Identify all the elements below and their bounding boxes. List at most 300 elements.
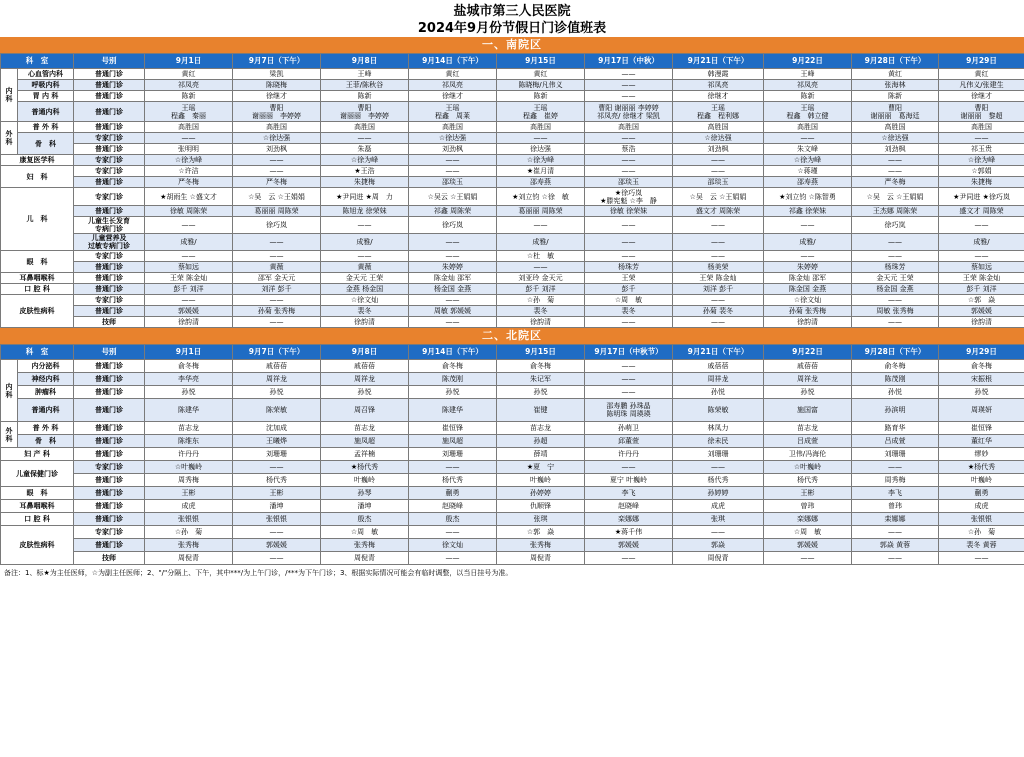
doctor-cell: 张银银 [145,513,233,526]
doctor-cell: ☆徐文灿 [321,295,409,306]
doctor-cell: 陈建华 [145,399,233,422]
doctor-cell: 李华亮 [145,373,233,386]
doctor-cell: 卫伟/冯海伦 [764,448,852,461]
doctor-cell: 郭焱 黄蓉 [852,539,939,552]
doctor-cell: ★蒋千伟 [585,526,673,539]
doctor-cell: 王峰 [321,69,409,80]
header-date: 9月28日（下午） [852,54,939,69]
department-cell: 耳鼻咽喉科 [1,273,74,284]
doctor-cell: 苗志龙 [321,422,409,435]
clinic-type-cell: 技师 [74,552,145,565]
doctor-cell: 金天元 王荣 [852,273,939,284]
doctor-cell: —— [233,251,321,262]
doctor-cell: 孙悦 [939,386,1024,399]
table-row [1,188,1024,206]
department-cell: 皮肤性病科 [1,526,74,565]
doctor-cell: —— [585,80,673,91]
doctor-cell: 吕成萱 [852,435,939,448]
doctor-cell: 刘亚玲 金天元 [497,273,585,284]
clinic-type-cell: 普通门诊 [74,69,145,80]
doctor-cell: 周秀梅 [852,474,939,487]
doctor-cell: —— [321,217,409,234]
doctor-cell: —— [673,295,764,306]
doctor-cell: 高胜国 [852,122,939,133]
doctor-cell: 潘坤 [321,500,409,513]
doctor-cell: ★刘立钧 ☆陈智勇 [764,188,852,206]
clinic-type-cell: 普通门诊 [74,122,145,133]
doctor-cell: 张银银 [233,513,321,526]
clinic-type-cell: 儿童生长发育 专病门诊 [74,217,145,234]
doctor-cell: 周倪青 [673,552,764,565]
doctor-cell: 陈茂刚 [852,373,939,386]
doctor-cell: —— [409,317,497,328]
doctor-cell: ☆郭 焱 [939,295,1024,306]
doctor-cell: ☆郭娟 [939,166,1024,177]
doctor-cell: 崔恒锋 [939,422,1024,435]
clinic-type-cell: 专家门诊 [74,166,145,177]
doctor-cell: —— [409,295,497,306]
subdepartment-cell: 普 外 科 [18,122,74,133]
doctor-cell: 周敏 张秀梅 [852,306,939,317]
doctor-cell: 周倪青 [321,552,409,565]
doctor-cell: —— [409,251,497,262]
clinic-type-cell: 普通门诊 [74,206,145,217]
doctor-cell: 刘珊珊 [233,448,321,461]
doctor-cell: 缪妙 [939,448,1024,461]
doctor-cell: 叶巍岭 [497,474,585,487]
doctor-cell: 邵军 金天元 [233,273,321,284]
subdepartment-cell: 骨 科 [18,435,74,448]
table-row [1,284,1024,295]
clinic-type-cell: 技师 [74,317,145,328]
doctor-cell: —— [764,217,852,234]
doctor-cell: —— [673,155,764,166]
clinic-type-cell: 普通门诊 [74,284,145,295]
doctor-cell: —— [233,317,321,328]
doctor-cell: 王菲/陈秋谷 [321,80,409,91]
doctor-cell: 栾娜娜 [852,513,939,526]
doctor-cell: 孙婷婷 [673,487,764,500]
doctor-cell: —— [321,133,409,144]
table-row [1,102,1024,122]
doctor-cell: 刘劲枫 [852,144,939,155]
doctor-cell: 朱婷婷 [764,262,852,273]
doctor-cell: 俞冬梅 [939,360,1024,373]
doctor-cell: ☆徐达强 [673,133,764,144]
doctor-cell: 刘洋 彭千 [233,284,321,295]
doctor-cell: 施凤超 [409,435,497,448]
doctor-cell: 韩漫霞 [673,69,764,80]
doctor-cell: 张琪 [673,513,764,526]
doctor-cell: 成虎 [673,500,764,513]
header-date: 9月14日（下午） [409,54,497,69]
doctor-cell: —— [939,133,1024,144]
doctor-cell: 朱文峰 [764,144,852,155]
department-cell: 儿 科 [1,188,74,251]
doctor-cell: 成雅/ [497,234,585,251]
header-date: 9月14日（下午） [409,345,497,360]
doctor-cell: —— [233,552,321,565]
doctor-cell: ☆徐为峰 [145,155,233,166]
doctor-cell: 徐巧岚 [409,217,497,234]
doctor-cell: 严冬梅 [852,177,939,188]
doctor-cell: 黄薇 [321,262,409,273]
doctor-cell: 成虎 [939,500,1024,513]
doctor-cell: 叶巍岭 [321,474,409,487]
header-date: 9月8日 [321,345,409,360]
doctor-cell: ★刘立钧 ☆徐 敏 [497,188,585,206]
doctor-cell: 黄红 [145,69,233,80]
doctor-cell: 杨代秀 [673,474,764,487]
doctor-cell: 刘洋 彭千 [673,284,764,295]
clinic-type-cell: 儿童营养及 过敏专病门诊 [74,234,145,251]
doctor-cell: ★夏 宁 [497,461,585,474]
subdepartment-cell: 内分泌科 [18,360,74,373]
doctor-cell: 杨美荣 [673,262,764,273]
doctor-cell: —— [497,262,585,273]
doctor-cell: 徐文灿 [409,539,497,552]
department-cell: 皮肤性病科 [1,295,74,328]
doctor-cell: —— [673,251,764,262]
doctor-cell: 蔡如远 [939,262,1024,273]
doctor-cell: 高胜国 [585,122,673,133]
doctor-cell: 杨珠芳 [852,262,939,273]
doctor-cell: 刘劲枫 [233,144,321,155]
doctor-cell: 许丹丹 [145,448,233,461]
clinic-type-cell: 普通门诊 [74,474,145,487]
doctor-cell: ☆徐为峰 [497,155,585,166]
doctor-cell: 刘劲枫 [673,144,764,155]
doctor-cell: 徐巧岚 [233,217,321,234]
doctor-cell: —— [585,373,673,386]
doctor-cell: 董红华 [939,435,1024,448]
doctor-cell: —— [585,91,673,102]
clinic-type-cell: 普通门诊 [74,386,145,399]
clinic-type-cell: 专家门诊 [74,461,145,474]
doctor-cell: 周倪青 [145,552,233,565]
clinic-type-cell: 普通门诊 [74,91,145,102]
doctor-cell: 朱记军 [497,373,585,386]
doctor-cell: 高胜国 [409,122,497,133]
table-row [1,422,1024,435]
department-cell: 妇 产 科 [1,448,74,461]
doctor-cell: 邵寿鹏 孙珠晶 陈明珠 周瑛瑛 [585,399,673,422]
header-type: 号别 [74,54,145,69]
table-row [1,273,1024,284]
doctor-cell: 蒯勇 [939,487,1024,500]
doctor-cell: 张秀梅 [497,539,585,552]
doctor-cell: 朱捷梅 [939,177,1024,188]
header-date: 9月7日（下午） [233,345,321,360]
doctor-cell: ☆徐为峰 [764,155,852,166]
doctor-cell: 祁凤亮 [673,80,764,91]
doctor-cell: 栾娜娜 [764,513,852,526]
doctor-cell: 路育华 [852,422,939,435]
doctor-cell: ☆蒋瑾 [764,166,852,177]
doctor-cell: 郭媛媛 [585,539,673,552]
doctor-cell: 周召锋 [321,399,409,422]
doctor-cell: 陈晓梅 [233,80,321,91]
doctor-cell: 徐敏 周陈荣 [145,206,233,217]
doctor-cell: 陈荣敏 [673,399,764,422]
doctor-cell: 陈新 [852,91,939,102]
doctor-cell: 徐巧岚 [852,217,939,234]
doctor-cell: 裴冬 [497,306,585,317]
header-date: 9月21日（下午） [673,345,764,360]
clinic-type-cell: 普通门诊 [74,306,145,317]
doctor-cell: 孙婷婷 [497,487,585,500]
doctor-cell: 成雅/ [321,234,409,251]
doctor-cell: 王曦烨 [233,435,321,448]
doctor-cell: —— [409,155,497,166]
doctor-cell: 仇顺锋 [497,500,585,513]
doctor-cell: 徐继才 [409,91,497,102]
doctor-cell: 徐继才 [673,91,764,102]
table-row [1,144,1024,155]
doctor-cell: ☆徐为峰 [939,155,1024,166]
doctor-cell: 戚蓓蓓 [233,360,321,373]
doctor-cell: ☆周 敏 [764,526,852,539]
table-row [1,474,1024,487]
doctor-cell: 陈新 [321,91,409,102]
clinic-type-cell: 专家门诊 [74,188,145,206]
doctor-cell: ★尹同进 ★周 力 [321,188,409,206]
doctor-cell: 孙悦 [233,386,321,399]
header-date: 9月17日（中秋节） [585,345,673,360]
doctor-cell: 葛丽丽 周陈荣 [233,206,321,217]
doctor-cell: —— [764,552,852,565]
department-cell: 外 科 [1,122,18,155]
doctor-cell: 孙悦 [852,386,939,399]
doctor-cell: ☆孙 菊 [497,295,585,306]
doctor-cell: 陈新 [145,91,233,102]
schedule-title: 2024年9月份节假日门诊值班表 [417,21,607,36]
doctor-cell: 高胜国 [321,122,409,133]
header-date: 9月7日（下午） [233,54,321,69]
doctor-cell: 王瑶 程鑫 程利娜 [673,102,764,122]
clinic-type-cell: 普通门诊 [74,80,145,91]
doctor-cell: 徐继才 [939,91,1024,102]
doctor-cell: ☆叶巍岭 [764,461,852,474]
doctor-cell: 严冬梅 [145,177,233,188]
doctor-cell: 邱董萱 [585,435,673,448]
doctor-cell: 孙滨明 [852,399,939,422]
doctor-cell: 苗志龙 [497,422,585,435]
doctor-cell: 盛文才 周陈荣 [673,206,764,217]
doctor-cell: —— [409,461,497,474]
doctor-cell: ★杨代秀 [939,461,1024,474]
doctor-cell: —— [673,317,764,328]
doctor-cell: 杨金国 金燕 [409,284,497,295]
doctor-cell: 孙悦 [409,386,497,399]
doctor-cell: —— [233,166,321,177]
doctor-cell: 孟祥楠 [321,448,409,461]
doctor-cell: ☆徐文灿 [764,295,852,306]
doctor-cell: 徐继才 [233,91,321,102]
doctor-cell: ☆吴云 ☆王娟娟 [409,188,497,206]
subdepartment-cell: 普 外 科 [18,422,74,435]
doctor-cell: 许丹丹 [585,448,673,461]
doctor-cell: —— [673,166,764,177]
doctor-cell: 王瑶 程鑫 韩立健 [764,102,852,122]
doctor-cell: 徐韵清 [764,317,852,328]
clinic-type-cell: 普通门诊 [74,500,145,513]
doctor-cell: 成雅/ [764,234,852,251]
header-date: 9月22日 [764,345,852,360]
doctor-cell: 郭焱 [673,539,764,552]
doctor-cell: 张秀梅 [321,539,409,552]
doctor-cell: —— [852,461,939,474]
doctor-cell: 崔键 [497,399,585,422]
doctor-cell: 李飞 [585,487,673,500]
doctor-cell: 梁凯 [233,69,321,80]
doctor-cell: 郭媛媛 [233,539,321,552]
doctor-cell: 裴冬 黄蓉 [939,539,1024,552]
doctor-cell: ★杨代秀 [321,461,409,474]
doctor-cell: 周祥龙 [764,373,852,386]
doctor-cell: ☆徐为峰 [321,155,409,166]
doctor-cell: 王荣 陈金灿 [939,273,1024,284]
doctor-cell: —— [852,155,939,166]
clinic-type-cell: 普通门诊 [74,177,145,188]
doctor-cell: 祁凤亮 [409,80,497,91]
header-date: 9月8日 [321,54,409,69]
table-row [1,399,1024,422]
doctor-cell: 殷杰 [321,513,409,526]
doctor-cell: —— [585,360,673,373]
header-date: 9月21日（下午） [673,54,764,69]
subdepartment-cell: 普通内科 [18,102,74,122]
doctor-cell: 徐韵清 [939,317,1024,328]
department-cell: 外 科 [1,422,18,448]
doctor-cell: 孙菊 张秀梅 [764,306,852,317]
doctor-cell: —— [673,526,764,539]
doctor-cell: ☆徐达强 [409,133,497,144]
doctor-cell: 金燕 杨金国 [321,284,409,295]
doctor-cell: 周瑛妍 [939,399,1024,422]
doctor-cell: 曹阳 谢丽丽 葛海廷 [852,102,939,122]
doctor-cell: 黄红 [939,69,1024,80]
doctor-cell: 严冬梅 [233,177,321,188]
doctor-cell: —— [409,526,497,539]
doctor-cell: —— [852,552,939,565]
table-row [1,386,1024,399]
doctor-cell: 曹阳 谢丽丽 李婷婷 [321,102,409,122]
doctor-cell: 沈加成 [233,422,321,435]
doctor-cell: 王瑶 程鑫 崔婷 [497,102,585,122]
doctor-cell: 徐韵清 [145,317,233,328]
table-row [1,234,1024,251]
doctor-cell: 崔恒锋 [409,422,497,435]
doctor-cell: 祁凤亮 [764,80,852,91]
table-row [1,262,1024,273]
doctor-cell: ☆吴 云 ☆王娟娟 [852,188,939,206]
doctor-cell: 祁玉贵 [939,144,1024,155]
doctor-cell: 张海林 [852,80,939,91]
doctor-cell: —— [497,217,585,234]
doctor-cell: 金天元 王荣 [321,273,409,284]
doctor-cell: —— [145,133,233,144]
doctor-cell: 徐未民 [673,435,764,448]
doctor-cell: 王瑶 程鑫 秦丽 [145,102,233,122]
section-north: 二、北院区 [0,328,1024,344]
doctor-cell: 朱捷梅 [321,177,409,188]
doctor-cell: 苗志龙 [764,422,852,435]
north-table [0,344,1024,565]
doctor-cell: —— [939,552,1024,565]
clinic-type-cell: 普通门诊 [74,273,145,284]
doctor-cell: 俞冬梅 [497,360,585,373]
doctor-cell: ★崔月清 [497,166,585,177]
doctor-cell: 王荣 陈金灿 [673,273,764,284]
doctor-cell: —— [233,461,321,474]
doctor-cell: —— [409,234,497,251]
doctor-cell: 高胜国 [673,122,764,133]
doctor-cell: ★胡雨生 ☆盛文才 [145,188,233,206]
doctor-cell: 陈金国 金燕 [764,284,852,295]
header-date: 9月1日 [145,54,233,69]
doctor-cell: 祁鑫 徐荣妹 [764,206,852,217]
doctor-cell: —— [585,552,673,565]
doctor-cell: 曹阳 谢丽丽 李婷婷 [233,102,321,122]
table-row [1,500,1024,513]
doctor-cell: 曾玮 [764,500,852,513]
doctor-cell: —— [233,234,321,251]
doctor-cell: 高胜国 [233,122,321,133]
doctor-cell: —— [145,217,233,234]
table-row [1,526,1024,539]
doctor-cell: 杨金国 金燕 [852,284,939,295]
doctor-cell: 杨珠芳 [585,262,673,273]
doctor-cell: 裴冬 [321,306,409,317]
doctor-cell: —— [409,552,497,565]
doctor-cell: 刘劲枫 [409,144,497,155]
doctor-cell: 孙琴 [321,487,409,500]
doctor-cell: 曹阳 谢丽丽 李婷婷 祁凤亮/ 徐继才 梁凯 [585,102,673,122]
department-cell: 妇 科 [1,166,74,188]
doctor-cell: 戚蓓蓓 [673,360,764,373]
doctor-cell: 张琪 [497,513,585,526]
header-dept: 科 室 [1,54,74,69]
doctor-cell: 郭媛媛 [145,306,233,317]
doctor-cell: —— [585,166,673,177]
doctor-cell: 王杰娜 周陈荣 [852,206,939,217]
department-cell: 眼 科 [1,487,74,500]
doctor-cell: 孙超 [497,435,585,448]
doctor-cell: —— [764,133,852,144]
doctor-cell: 孙萌卫 [585,422,673,435]
doctor-cell: 孙悦 [497,386,585,399]
doctor-cell: —— [409,166,497,177]
doctor-cell: 孙悦 [764,386,852,399]
header-dept: 科 室 [1,345,74,360]
clinic-type-cell: 普通门诊 [74,422,145,435]
doctor-cell: 陈新 [764,91,852,102]
doctor-cell: 陈旭龙 徐荣妹 [321,206,409,217]
section-south: 一、南院区 [0,37,1024,53]
doctor-cell: —— [673,461,764,474]
doctor-cell: —— [585,317,673,328]
doctor-cell: 徐达强 [497,144,585,155]
doctor-cell: 杨代秀 [409,474,497,487]
doctor-cell: ☆周 敏 [321,526,409,539]
doctor-cell: 徐敏 徐荣妹 [585,206,673,217]
doctor-cell: 高胜国 [939,122,1024,133]
table-row [1,91,1024,102]
footnote: 备注：1、标★为主任医师，☆为副主任医师；2、"/"分隔上、下午，其中***/为上午门诊，/***为下午门诊；3、根据实际情况可能会有临时调整，以当日挂号为准。 [4,569,513,577]
department-cell: 眼 科 [1,251,74,273]
doctor-cell: —— [497,133,585,144]
